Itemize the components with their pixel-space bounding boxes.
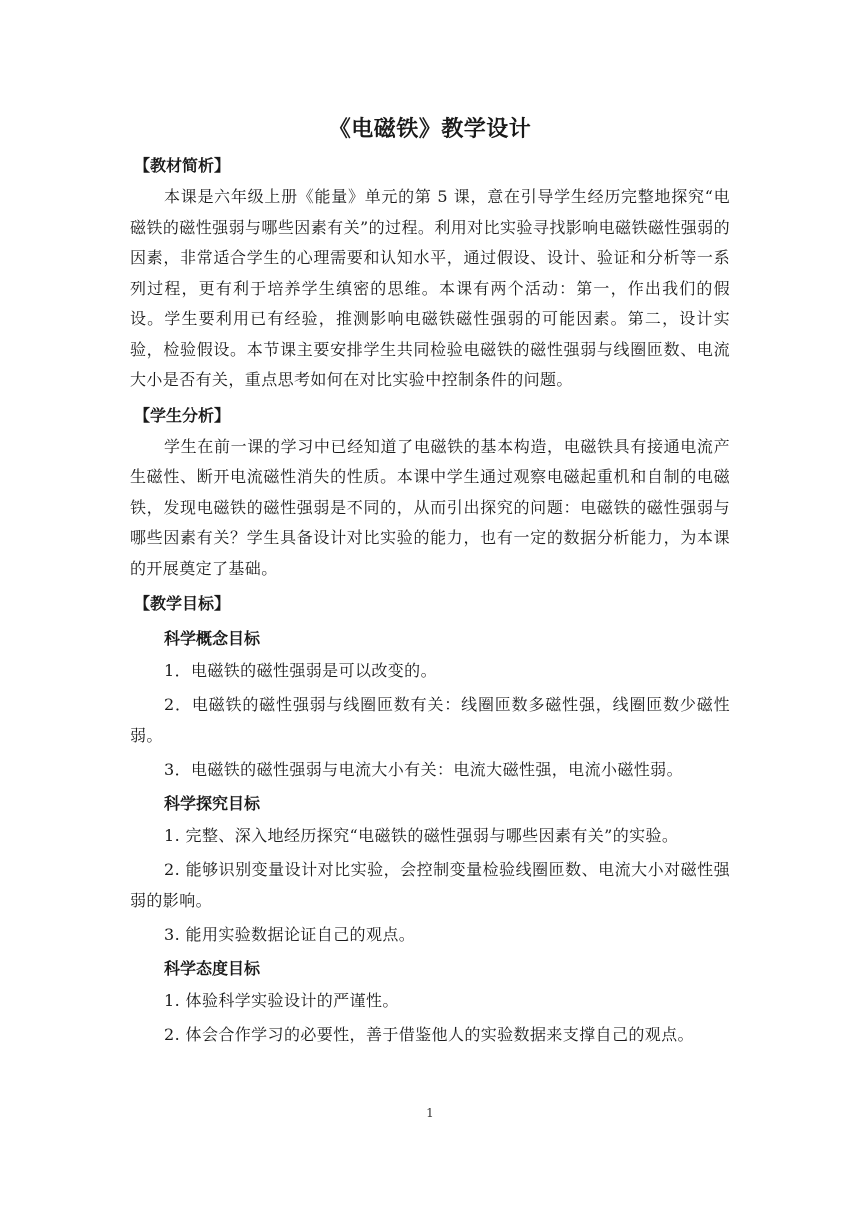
concept-goals-heading: 科学概念目标 [164,629,261,648]
concept-goal-item: 1．电磁铁的磁性强弱是可以改变的。 [164,661,437,680]
concept-goal-item: 2．电磁铁的磁性强弱与线圈匝数有关：线圈匝数多磁性强，线圈匝数少磁性弱。 [130,695,730,745]
inquiry-goal-item: 1. 完整、深入地经历探究“电磁铁的磁性强弱与哪些因素有关”的实验。 [164,826,679,845]
section-heading-goals: 【教学目标】 [134,594,231,613]
section-heading-material: 【教材简析】 [134,156,231,175]
page-number: 1 [426,1106,434,1120]
attitude-goal-item: 1. 体验科学实验设计的严谨性。 [164,991,399,1010]
inquiry-goals-heading: 科学探究目标 [164,794,261,813]
inquiry-goal-item: 3. 能用实验数据论证自己的观点。 [164,925,416,944]
document-body [130,150,730,1053]
attitude-goals-heading: 科学态度目标 [164,959,261,978]
inquiry-goal-item: 2. 能够识别变量设计对比实验，会控制变量检验线圈匝数、电流大小对磁性强弱的影响。 [130,860,730,910]
section-heading-students: 【学生分析】 [134,405,231,425]
material-paragraph: 本课是六年级上册《能量》单元的第 5 课，意在引导学生经历完整地探究“电磁铁的磁性强弱与哪些因素有关”的过程。利用对比实验寻找影响电磁铁磁性强弱的因素，非常适合学生的心理需要和认知水平，通过假设、设计、验证和分析等一系列过程，更有利于培养学生缜密的思维。本课有两个活动：第一，作出我们的假设。学生要利用已有经验，推测影响电磁铁磁性强弱的可能因素。第二，设计实验，检验假设。本节课主要安排学生共同检验电磁铁的磁性强弱与线圈匝数、电流大小是否有关，重点思考如何在对比实验中控制条件的问题。 [130,187,730,389]
document-title: 《电磁铁》教学设计 [328,117,532,142]
students-paragraph: 学生在前一课的学习中已经知道了电磁铁的基本构造，电磁铁具有接通电流产生磁性、断开电流磁性消失的性质。本课中学生通过观察电磁起重机和自制的电磁铁，发现电磁铁的磁性强弱是不同的，从而引出探究的问题：电磁铁的磁性强弱与哪些因素有关？学生具备设计对比实验的能力，也有一定的数据分析能力，为本课的开展奠定了基础。 [130,436,730,578]
concept-goal-item: 3．电磁铁的磁性强弱与电流大小有关：电流大磁性强，电流小磁性弱。 [164,760,683,779]
attitude-goal-item: 2. 体会合作学习的必要性，善于借鉴他人的实验数据来支撑自己的观点。 [164,1025,694,1044]
